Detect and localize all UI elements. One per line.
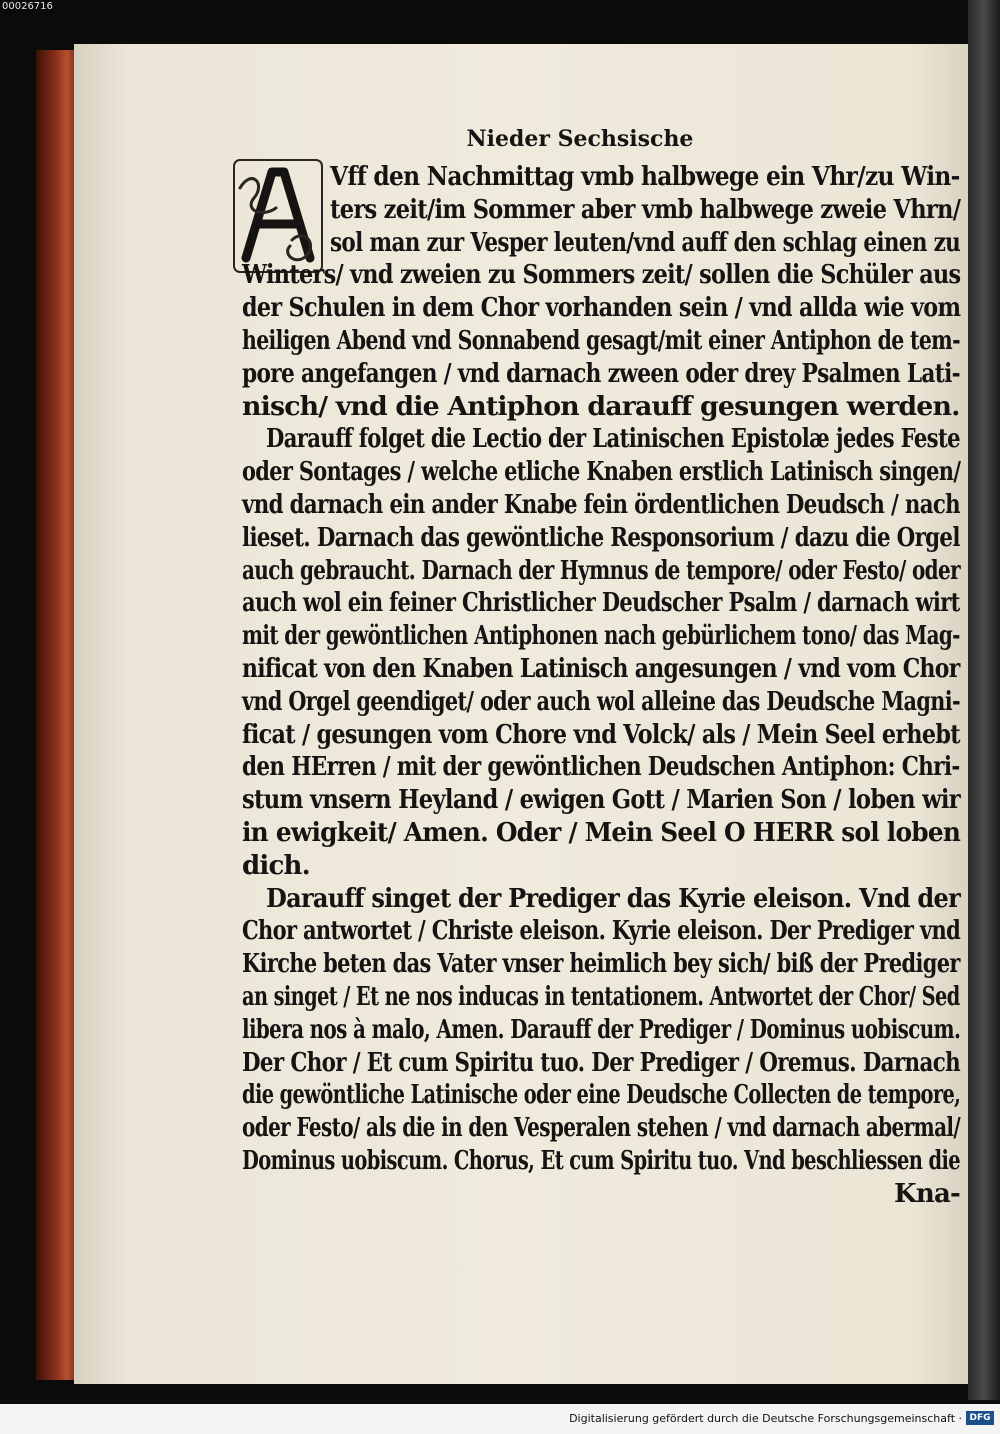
text-line: Vff den Nachmittag vmb halbwege ein Vhr/zu Win- [330, 162, 960, 192]
text-line: Kirche beten das Vater vnser heimlich bey sich/ biß der Prediger [242, 949, 960, 980]
text-line: Chor antwortet / Christe eleison. Kyrie eleison. Der Prediger vnd [242, 916, 961, 947]
text-line: Der Chor / Et cum Spiritu tuo. Der Prediger / Oremus. Darnach [242, 1047, 961, 1078]
decorated-initial [232, 158, 324, 274]
text-line: vnd Orgel geendiget/ oder auch wol alleine das Deudsche Magni- [242, 686, 960, 717]
text-line: auch wol ein feiner Christlicher Deudscher Psalm / darnach wirt [242, 588, 960, 619]
running-head: Nieder Sechsische [466, 126, 694, 152]
text-line: auch gebraucht. Darnach der Hymnus de tempore/ oder Festo/ oder [242, 555, 960, 586]
text-line: in ewigkeit/ Amen. Oder / Mein Seel O HERR sol loben [242, 818, 961, 848]
text-line: Darauff singet der Prediger das Kyrie eleison. Vnd der [266, 883, 961, 914]
text-line: Kna- [894, 1178, 960, 1209]
text-line: vnd darnach ein ander Knabe fein ördentlichen Deudsch / nach [242, 490, 961, 520]
text-line: nisch/ vnd die Antiphon darauff gesungen werden. [242, 391, 960, 422]
text-line: den HErren / mit der gewöntlichen Deudschen Antiphon: Chri- [242, 752, 960, 783]
text-line: libera nos à malo, Amen. Darauff der Prediger / Dominus uobiscum. [242, 1014, 961, 1045]
text-line: oder Sontages / welche etliche Knaben erstlich Latinisch singen/ [242, 457, 961, 488]
text-line: sol man zur Vesper leuten/vnd auff den schlag einen zu [330, 227, 961, 258]
dfg-logo: DFG [966, 1411, 994, 1425]
text-line: Dominus uobiscum. Chorus, Et cum Spiritu tuo. Vnd beschliessen die [242, 1146, 961, 1176]
scan-id: 00026716 [2, 1, 53, 12]
text-line: der Schulen in dem Chor vorhanden sein / vnd allda wie vom [242, 293, 961, 324]
text-line: an singet / Et ne nos inducas in tentationem. Antwortet der Chor/ Sed [242, 982, 960, 1012]
text-line: die gewöntliche Latinische oder eine Deudsche Collecten de tempore, [242, 1080, 961, 1111]
footer-bar [0, 1404, 1000, 1434]
text-line: ters zeit/im Sommer aber vmb halbwege zweie Vhrn/ [330, 194, 961, 225]
text-line: ficat / gesungen vom Chore vnd Volck/ als / Mein Seel erhebt [242, 719, 960, 750]
text-line: Winters/ vnd zweien zu Sommers zeit/ sollen die Schüler aus [242, 260, 961, 291]
text-line: dich. [242, 850, 310, 881]
text-line: pore angefangen / vnd darnach zween oder drey Psalmen Lati- [242, 358, 961, 389]
text-line: oder Festo/ als die in den Vesperalen stehen / vnd darnach abermal/ [242, 1113, 961, 1144]
book-spine-right [968, 0, 1000, 1400]
text-line: stum vnsern Heyland / ewigen Gott / Marien Son / loben wir [242, 785, 960, 816]
text-line: lieset. Darnach das gewöntliche Responsorium / dazu die Orgel [242, 522, 960, 553]
text-line: heiligen Abend vnd Sonnabend gesagt/mit einer Antiphon de tem- [242, 326, 960, 356]
footer-credit: Digitalisierung gefördert durch die Deutsche Forschungsgemeinschaft · [569, 1412, 962, 1425]
text-line: Darauff folget die Lectio der Latinischen Epistolæ jedes Feste [266, 424, 960, 455]
text-line: nificat von den Knaben Latinisch angesungen / vnd vom Chor [242, 654, 960, 684]
text-line: mit der gewöntlichen Antiphonen nach gebürlichem tono/ das Mag- [242, 621, 960, 652]
